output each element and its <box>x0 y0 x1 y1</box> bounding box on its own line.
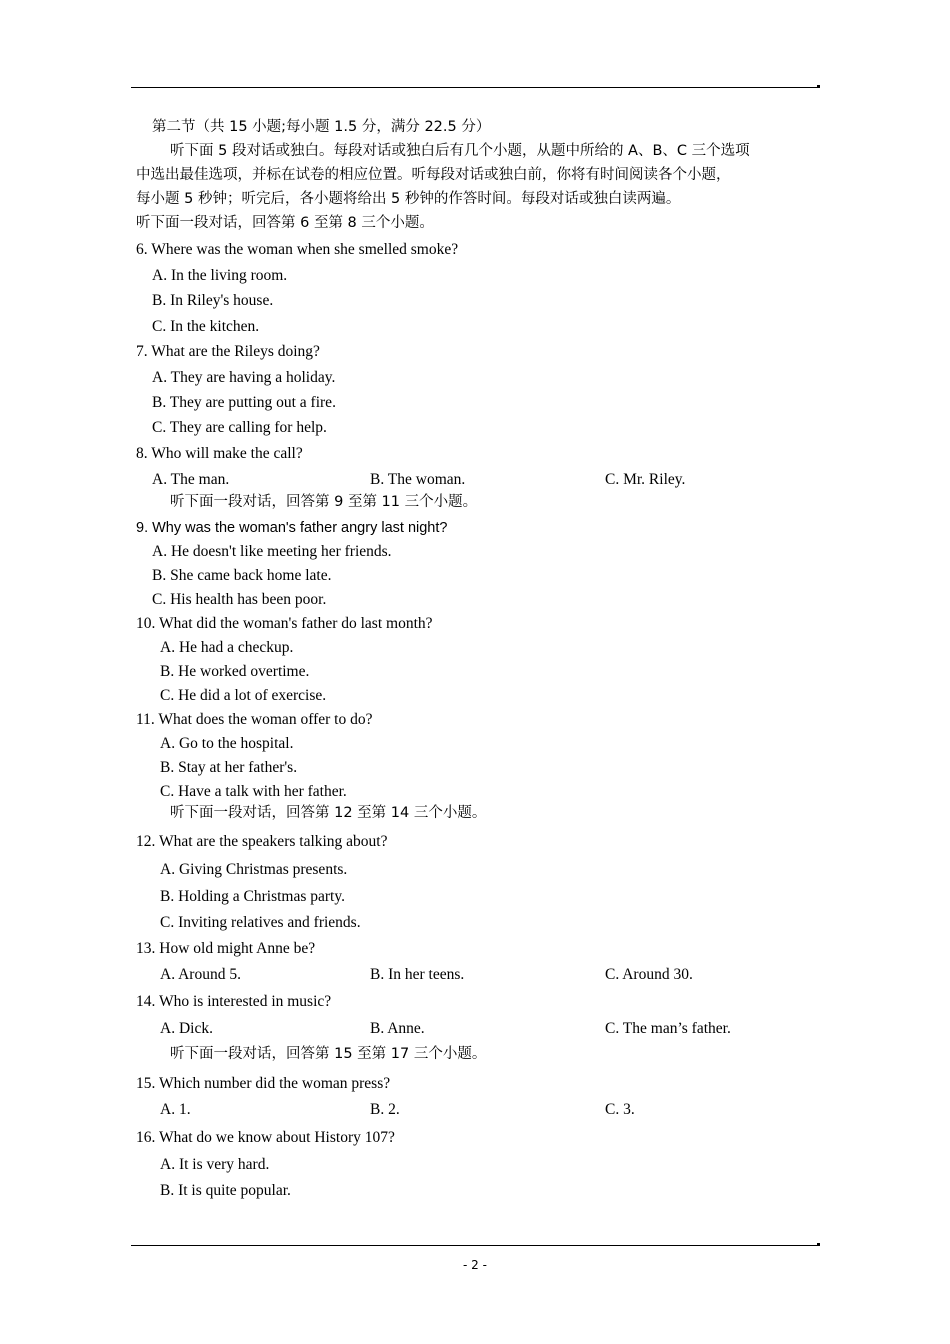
option: C. They are calling for help. <box>152 419 327 436</box>
option: C. He did a lot of exercise. <box>160 687 327 704</box>
option: C. In the kitchen. <box>152 318 260 335</box>
option: B. The woman. <box>370 471 466 488</box>
header-rule <box>131 87 819 88</box>
question-16: 16. What do we know about History 107? <box>136 1129 395 1146</box>
option: A. He had a checkup. <box>160 639 294 656</box>
option: C. Mr. Riley. <box>605 471 686 488</box>
option: A. 1. <box>160 1101 191 1118</box>
option: A. He doesn't like meeting her friends. <box>152 543 392 560</box>
option: B. 2. <box>370 1101 400 1118</box>
dialogue-intro-15: 听下面一段对话，回答第 15 至第 17 三个小题。 <box>170 1046 487 1062</box>
instructions-line-2: 中选出最佳选项，并标在试卷的相应位置。听每段对话或独白前，你将有时间阅读各个小题， <box>136 167 731 183</box>
option: B. Anne. <box>370 1020 425 1037</box>
question-8: 8. Who will make the call? <box>136 445 303 462</box>
option: C. His health has been poor. <box>152 591 327 608</box>
question-11: 11. What does the woman offer to do? <box>136 711 373 728</box>
option: B. Stay at her father's. <box>160 759 298 776</box>
option: A. They are having a holiday. <box>152 369 336 386</box>
section-title: 第二节（共 15 小题;每小题 1.5 分，满分 22.5 分） <box>152 119 491 135</box>
option: C. The man’s father. <box>605 1020 731 1037</box>
question-9: 9. Why was the woman's father angry last night? <box>136 520 448 536</box>
question-7: 7. What are the Rileys doing? <box>136 343 320 360</box>
footer-rule <box>131 1245 819 1246</box>
instructions-line-1: 听下面 5 段对话或独白。每段对话或独白后有几个小题，从题中所给的 A、B、C 三个选项 <box>170 143 750 159</box>
option: B. She came back home late. <box>152 567 332 584</box>
option: B. It is quite popular. <box>160 1182 291 1199</box>
footer-rule-tick <box>817 1243 820 1246</box>
option: A. Around 5. <box>160 966 241 983</box>
option: C. Around 30. <box>605 966 693 983</box>
option: B. Holding a Christmas party. <box>160 888 345 905</box>
option: A. Dick. <box>160 1020 213 1037</box>
option: B. In her teens. <box>370 966 465 983</box>
option: A. It is very hard. <box>160 1156 270 1173</box>
dialogue-intro-9: 听下面一段对话，回答第 9 至第 11 三个小题。 <box>170 494 478 510</box>
question-10: 10. What did the woman's father do last month? <box>136 615 433 632</box>
option: B. They are putting out a fire. <box>152 394 336 411</box>
header-rule-tick <box>817 85 820 88</box>
question-6: 6. Where was the woman when she smelled smoke? <box>136 241 459 258</box>
option: B. In Riley's house. <box>152 292 274 309</box>
option: C. Have a talk with her father. <box>160 783 347 800</box>
option: C. Inviting relatives and friends. <box>160 914 361 931</box>
option: B. He worked overtime. <box>160 663 310 680</box>
instructions-line-3: 每小题 5 秒钟；听完后，各小题将给出 5 秒钟的作答时间。每段对话或独白读两遍。 <box>136 191 681 207</box>
question-15: 15. Which number did the woman press? <box>136 1075 391 1092</box>
option: A. Go to the hospital. <box>160 735 294 752</box>
option: A. The man. <box>152 471 230 488</box>
dialogue-intro-12: 听下面一段对话，回答第 12 至第 14 三个小题。 <box>170 805 487 821</box>
option: A. Giving Christmas presents. <box>160 861 348 878</box>
option: A. In the living room. <box>152 267 288 284</box>
page-number: - 2 - <box>463 1258 487 1272</box>
question-12: 12. What are the speakers talking about? <box>136 833 388 850</box>
option: C. 3. <box>605 1101 635 1118</box>
question-14: 14. Who is interested in music? <box>136 993 332 1010</box>
question-13: 13. How old might Anne be? <box>136 940 316 957</box>
dialogue-intro-6: 听下面一段对话，回答第 6 至第 8 三个小题。 <box>136 215 434 231</box>
